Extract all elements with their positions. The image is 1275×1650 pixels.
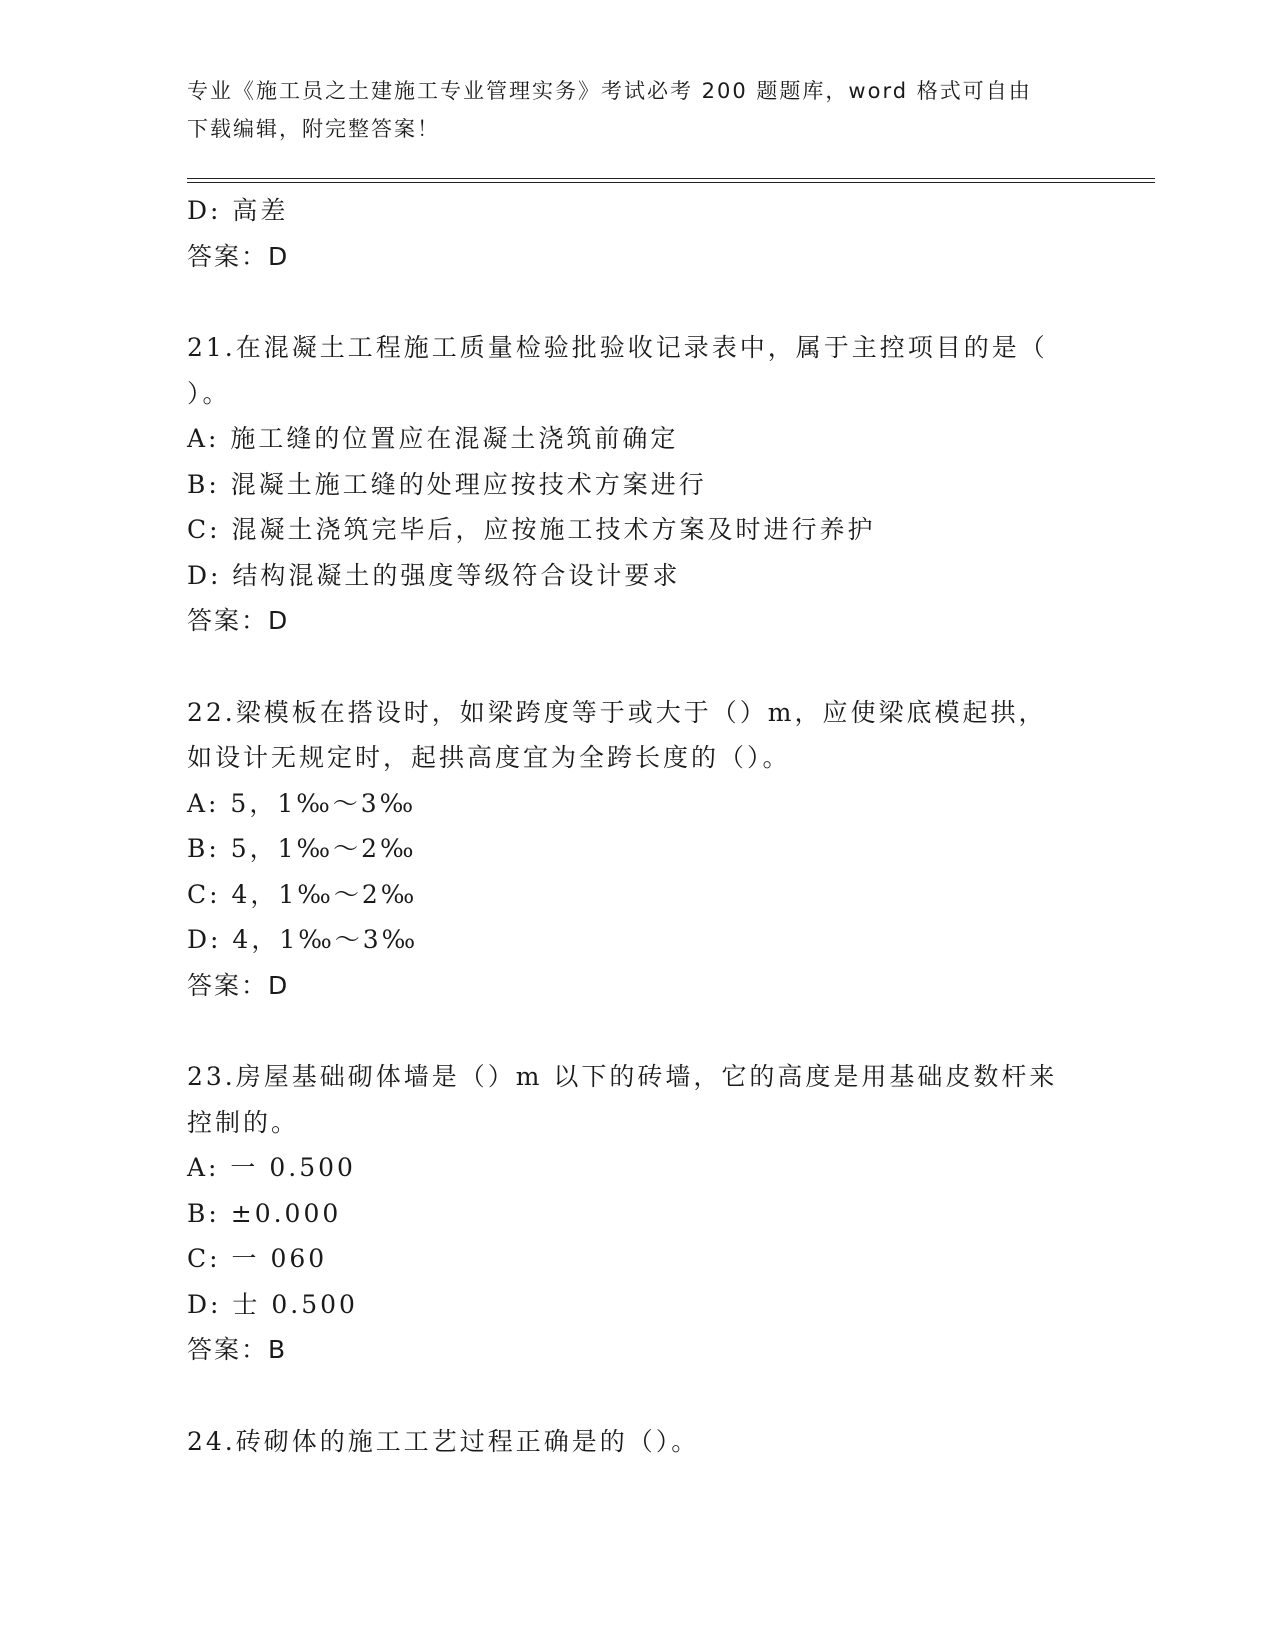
- question-23-text-line-2: 控制的。: [187, 1107, 300, 1137]
- question-23-answer: 答案：B: [187, 1335, 288, 1364]
- header-line-2: 下载编辑，附完整答案！: [187, 117, 440, 141]
- header-divider: [187, 178, 1155, 183]
- question-21-option-b: B: 混凝土施工缝的处理应按技术方案进行: [187, 469, 707, 499]
- question-22-option-a: A: 5，1‰～3‰: [187, 788, 417, 818]
- spacer: [187, 1008, 1087, 1054]
- page-header: [187, 72, 1087, 148]
- question-22-text-line-2: 如设计无规定时，起拱高度宜为全跨长度的（）。: [187, 743, 791, 772]
- prev-option-d: D: 高差: [187, 196, 289, 225]
- question-22-option-b: B: 5，1‰～2‰: [187, 834, 417, 863]
- question-content: [187, 188, 1087, 1464]
- spacer: [187, 279, 1087, 325]
- question-22-option-c: C: 4，1‰～2‰: [187, 879, 418, 909]
- question-21-option-d: D: 结构混凝土的强度等级符合设计要求: [187, 560, 681, 590]
- question-22-answer: 答案：D: [187, 970, 290, 1000]
- question-23-text-line-1: 23.房屋基础砌体墙是（）m 以下的砖墙，它的高度是用基础皮数杆来: [187, 1062, 1058, 1091]
- question-23-option-d: D: 士 0.500: [187, 1289, 358, 1319]
- question-21-option-c: C: 混凝土浇筑完毕后，应按施工技术方案及时进行养护: [187, 515, 876, 544]
- question-23: [187, 1054, 1087, 1373]
- spacer: [187, 1373, 1087, 1419]
- header-line-1: 专业《施工员之土建施工专业管理实务》考试必考 200 题题库，word 格式可自由: [187, 79, 1032, 103]
- question-24: [187, 1419, 1087, 1465]
- question-21-text-line-2: ）。: [187, 378, 231, 408]
- question-21-text-line-1: 21.在混凝土工程施工质量检验批验收记录表中，属于主控项目的是（: [187, 333, 1048, 362]
- question-22: [187, 690, 1087, 1009]
- question-22-text-line-1: 22.梁模板在搭设时，如梁跨度等于或大于（）m，应使梁底模起拱，: [187, 697, 1047, 727]
- question-21-option-a: A: 施工缝的位置应在混凝土浇筑前确定: [187, 424, 679, 453]
- question-21: [187, 325, 1087, 644]
- prev-answer: 答案：D: [187, 241, 290, 271]
- question-23-option-a: A: 一 0.500: [187, 1153, 356, 1182]
- question-23-option-c: C: 一 060: [187, 1244, 328, 1273]
- spacer: [187, 644, 1087, 690]
- question-24-text-line-1: 24.砖砌体的施工工艺过程正确是的（）。: [187, 1426, 700, 1456]
- question-21-answer: 答案：D: [187, 606, 290, 635]
- question-23-option-b: B: ±0.000: [187, 1198, 342, 1228]
- question-22-option-d: D: 4，1‰～3‰: [187, 925, 419, 954]
